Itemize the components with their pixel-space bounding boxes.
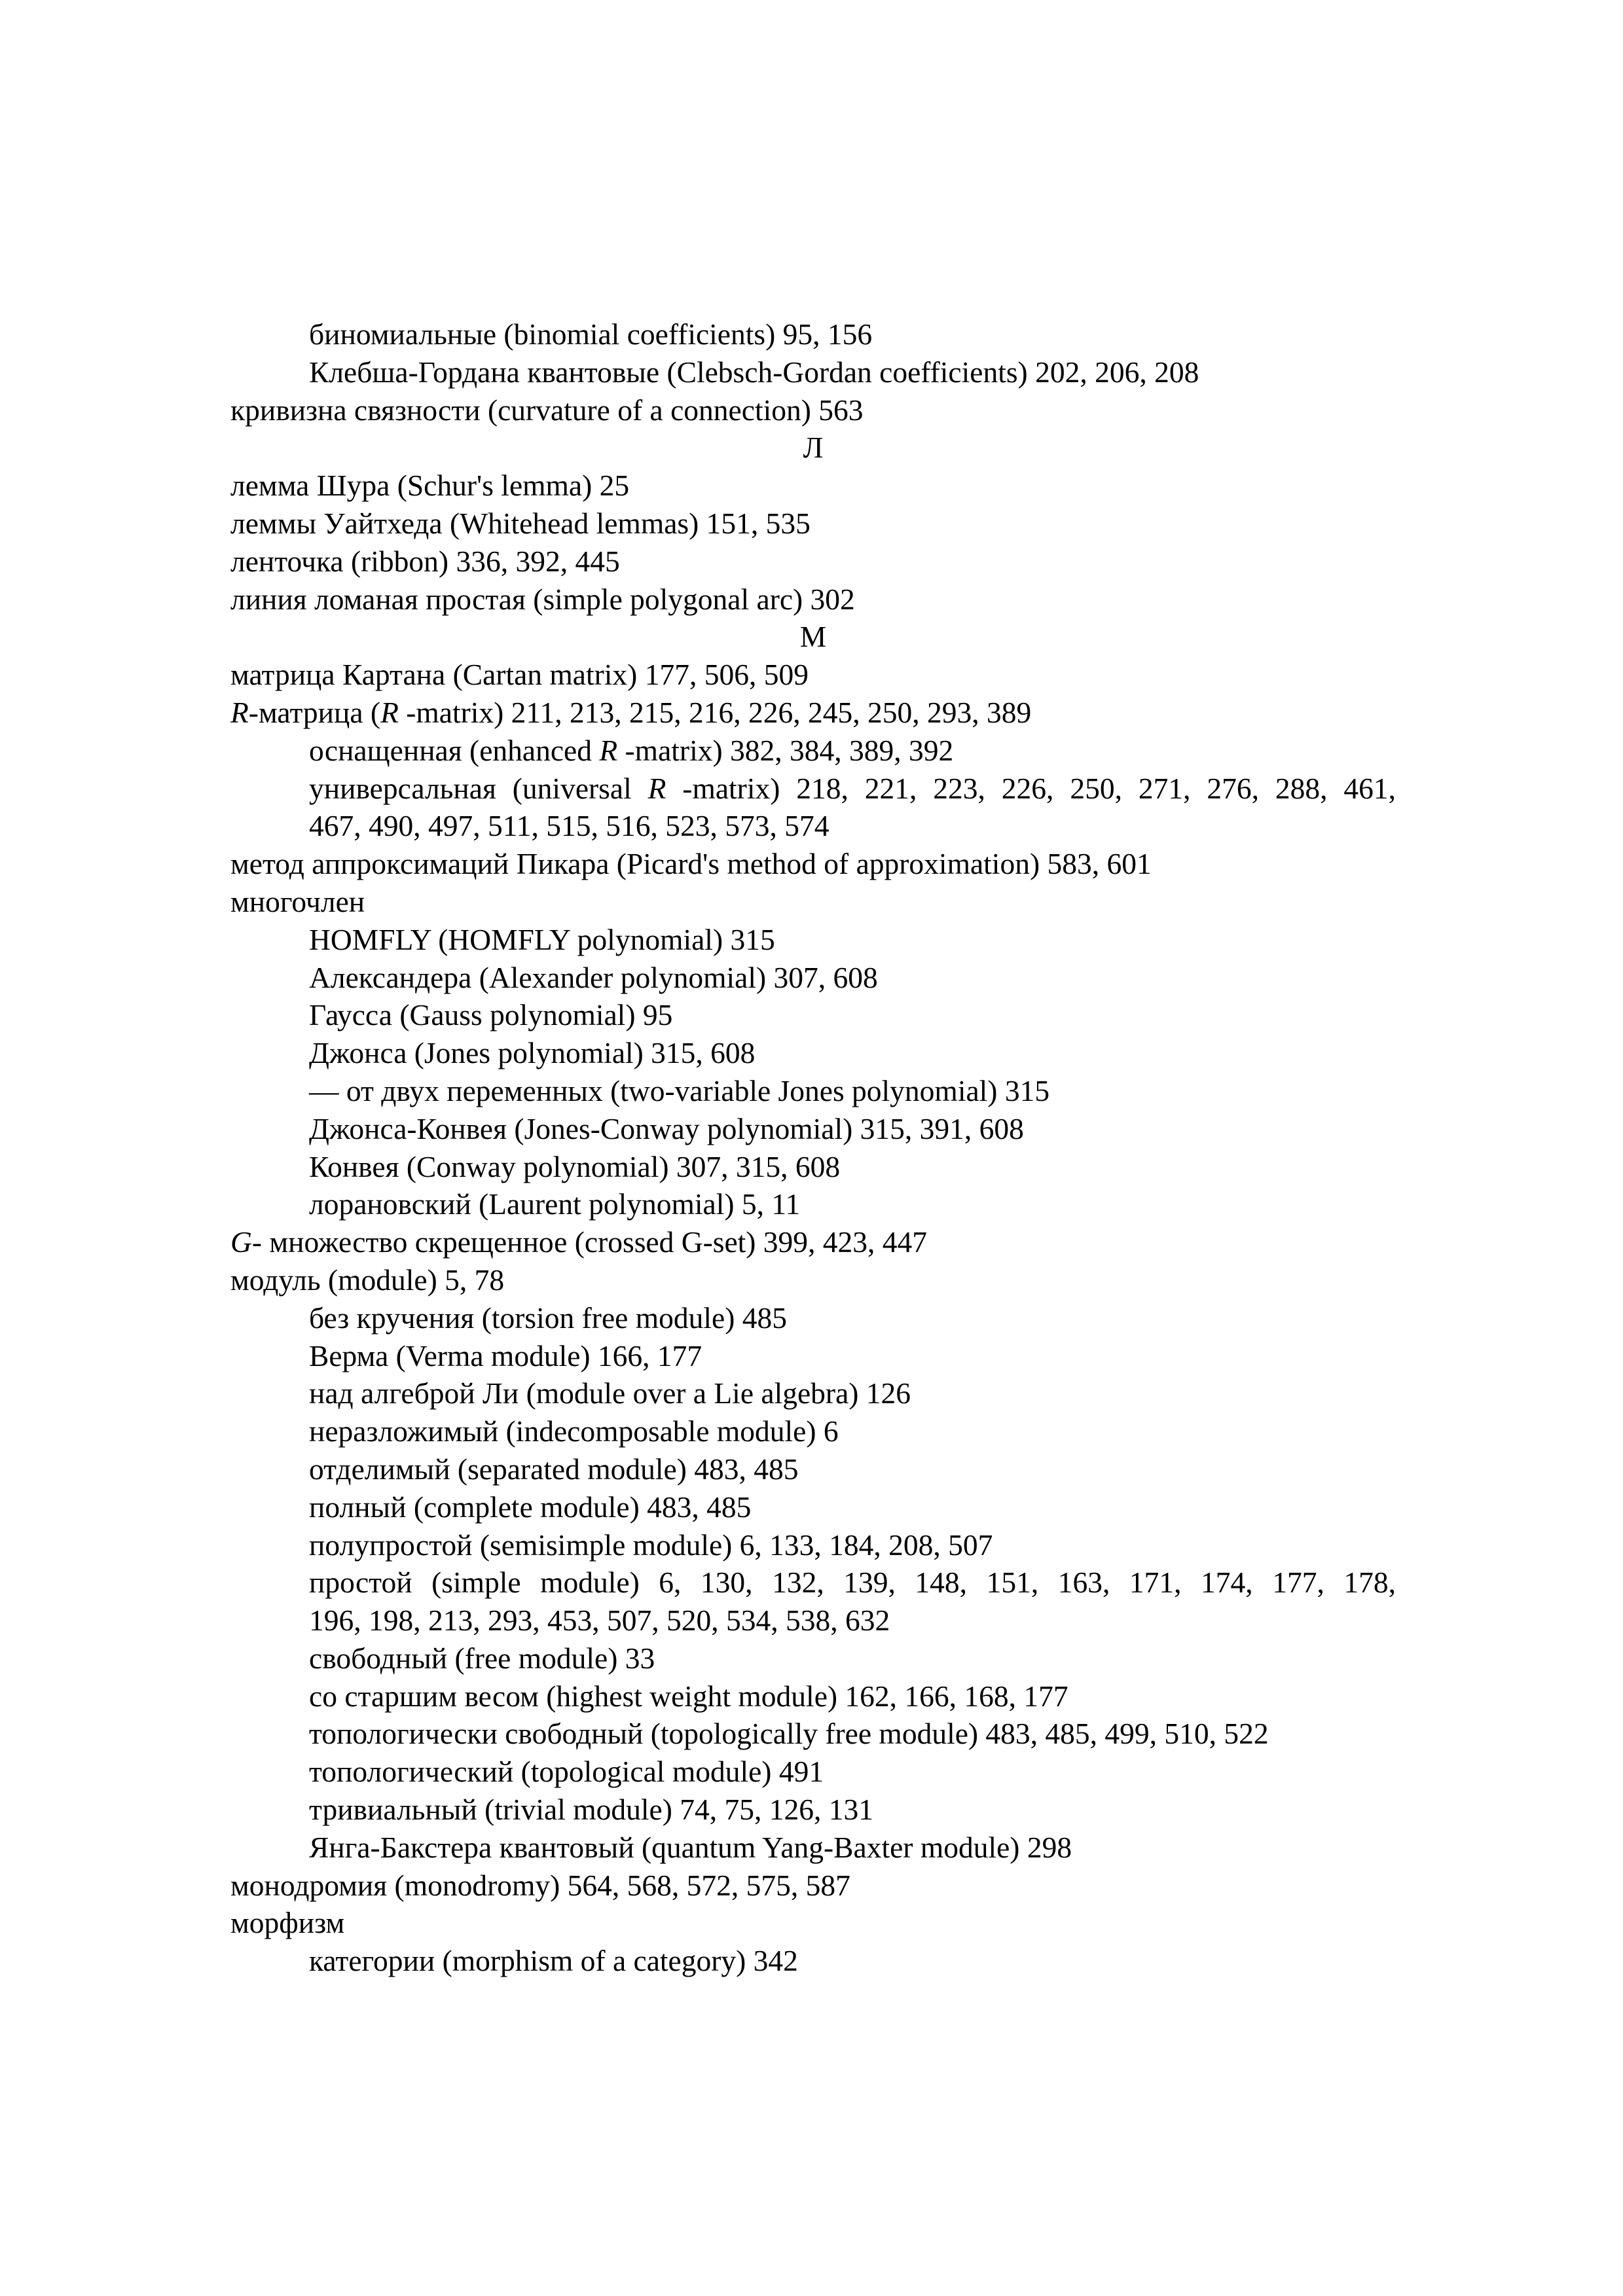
- index-entry: монодромия (monodromy) 564, 568, 572, 575, 587: [230, 1868, 850, 1902]
- index-subentry: Джонса (Jones polynomial) 315, 608: [309, 1036, 756, 1070]
- subject-index: [230, 315, 1396, 1980]
- index-subentry: полупростой (semisimple module) 6, 133, 184, 208, 507: [309, 1528, 993, 1562]
- index-entry: ленточка (ribbon) 336, 392, 445: [230, 544, 620, 578]
- index-entry: леммы Уайтхеда (Whitehead lemmas) 151, 535: [230, 506, 811, 540]
- index-subentry: оснащенная (enhanced R -matrix) 382, 384, 389, 392: [309, 733, 954, 767]
- index-subentry: простой (simple module) 6, 130, 132, 139, 148, 151, 163, 171, 174, 177, 178,: [309, 1566, 1396, 1600]
- index-entry: морфизм: [230, 1906, 345, 1940]
- index-entry: R-матрица (R -matrix) 211, 213, 215, 216, 226, 245, 250, 293, 389: [230, 695, 1032, 729]
- index-entry: лемма Шура (Schur's lemma) 25: [230, 469, 630, 503]
- index-subentry: категории (morphism of a category) 342: [309, 1944, 798, 1978]
- index-subentry: лорановский (Laurent polynomial) 5, 11: [309, 1187, 801, 1221]
- index-subentry: тривиальный (trivial module) 74, 75, 126, 131: [309, 1793, 874, 1827]
- index-entry: многочлен: [230, 884, 365, 918]
- index-subentry: универсальная (universal R -matrix) 218, 221, 223, 226, 250, 271, 276, 288, 461,: [309, 771, 1396, 805]
- index-subentry: HOMFLY (HOMFLY polynomial) 315: [309, 922, 775, 956]
- index-subentry: неразложимый (indecomposable module) 6: [309, 1414, 839, 1448]
- index-subentry: Александера (Alexander polynomial) 307, 608: [309, 960, 878, 994]
- index-subentry: полный (complete module) 483, 485: [309, 1490, 752, 1524]
- index-subentry: над алгеброй Ли (module over a Lie algebra) 126: [309, 1376, 911, 1410]
- index-subentry: — от двух переменных (two-variable Jones polynomial) 315: [309, 1073, 1050, 1107]
- index-entry: кривизна связности (curvature of a connection) 563: [230, 393, 864, 427]
- index-entry: линия ломаная простая (simple polygonal arc) 302: [230, 582, 855, 616]
- index-subentry: свободный (free module) 33: [309, 1641, 655, 1675]
- index-entry: G- множество скрещенное (crossed G-set) 399, 423, 447: [230, 1225, 928, 1259]
- section-letter-heading: Л: [803, 431, 824, 465]
- index-subentry: 467, 490, 497, 511, 515, 516, 523, 573, 574: [309, 809, 830, 843]
- index-subentry: Верма (Verma module) 166, 177: [309, 1338, 702, 1372]
- section-letter-heading: М: [799, 620, 827, 654]
- index-subentry: биномиальные (binomial coefficients) 95, 156: [309, 317, 873, 351]
- index-subentry: топологический (topological module) 491: [309, 1755, 824, 1789]
- index-subentry: отделимый (separated module) 483, 485: [309, 1452, 799, 1486]
- index-subentry: топологически свободный (topologically free module) 483, 485, 499, 510, 522: [309, 1717, 1269, 1751]
- index-subentry: со старшим весом (highest weight module) 162, 166, 168, 177: [309, 1679, 1068, 1713]
- index-subentry: Клебша-Гордана квантовые (Clebsch-Gordan coefficients) 202, 206, 208: [309, 355, 1199, 389]
- index-entry: модуль (module) 5, 78: [230, 1263, 505, 1297]
- index-subentry: Джонса-Конвея (Jones-Conway polynomial) 315, 391, 608: [309, 1111, 1024, 1145]
- index-subentry: Конвея (Conway polynomial) 307, 315, 608: [309, 1149, 841, 1183]
- index-subentry: 196, 198, 213, 293, 453, 507, 520, 534, 538, 632: [309, 1604, 890, 1638]
- index-subentry: Гаусса (Gauss polynomial) 95: [309, 998, 673, 1032]
- index-entry: метод аппроксимаций Пикара (Picard's method of approximation) 583, 601: [230, 847, 1152, 881]
- index-subentry: Янга-Бакстера квантовый (quantum Yang-Baxter module) 298: [309, 1830, 1072, 1864]
- index-entry: матрица Картана (Cartan matrix) 177, 506, 509: [230, 658, 809, 692]
- index-subentry: без кручения (torsion free module) 485: [309, 1300, 787, 1335]
